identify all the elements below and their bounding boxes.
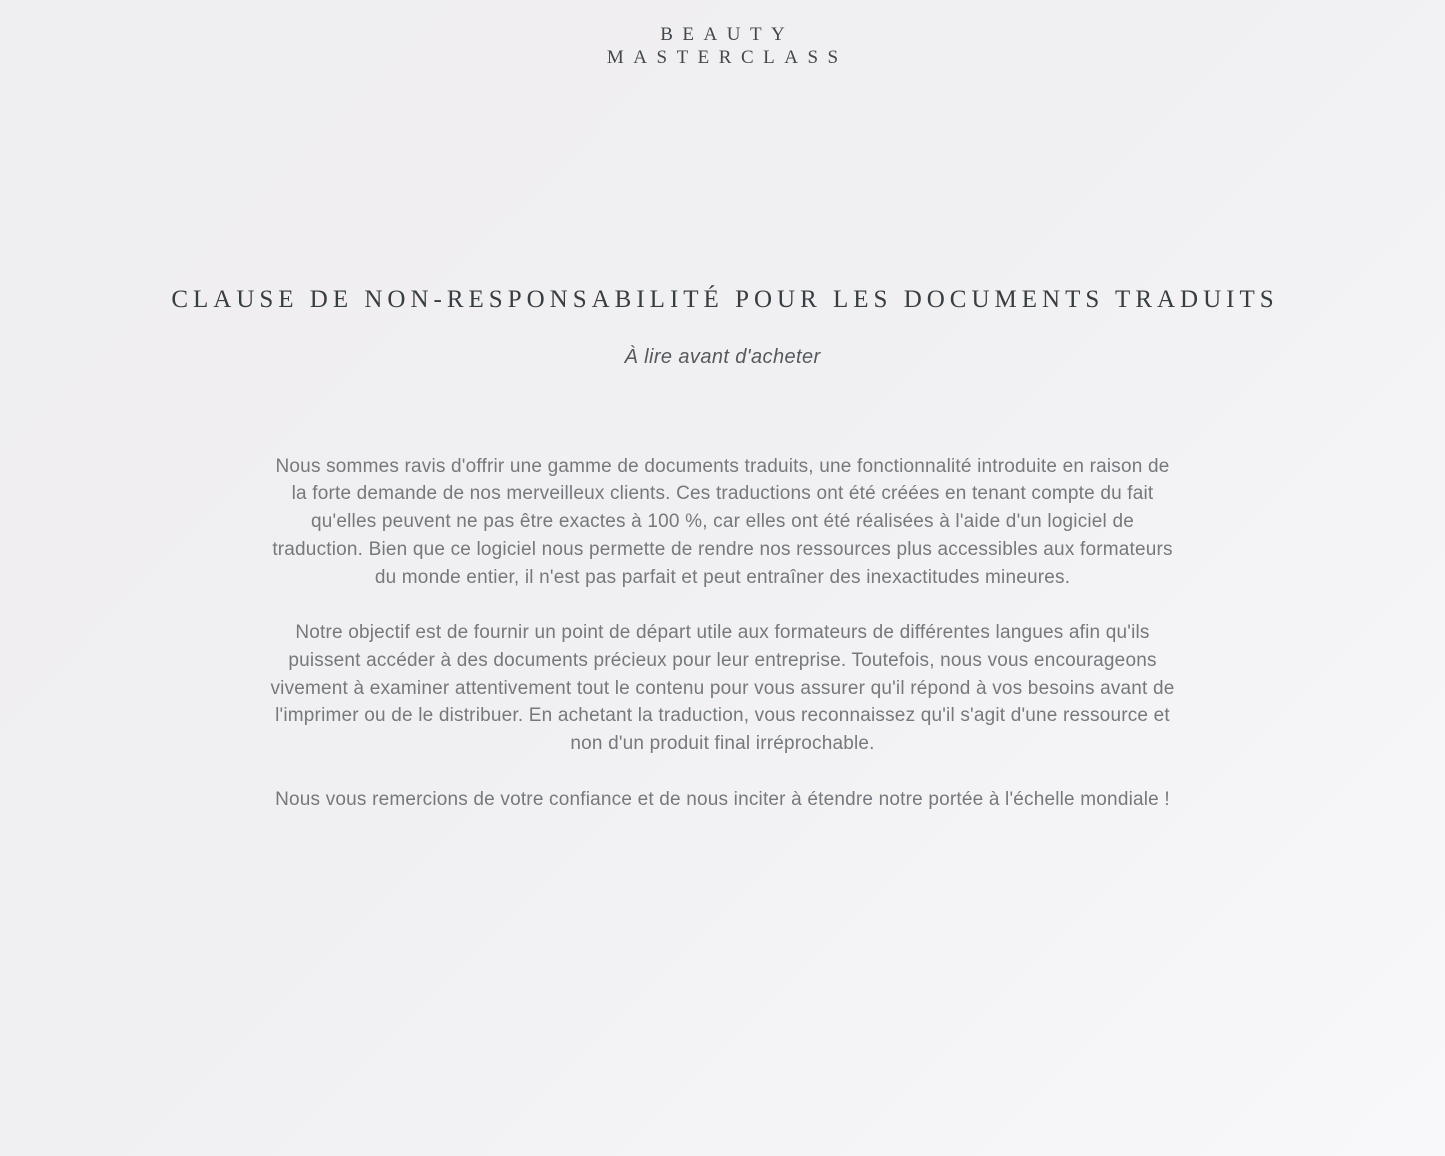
document-title: CLAUSE DE NON-RESPONSABILITÉ POUR LES DOCUMENTS TRADUITS bbox=[171, 285, 1279, 313]
paragraph-3: Nous vous remercions de votre confiance et de nous inciter à étendre notre portée à l'échelle mondiale ! bbox=[275, 788, 1170, 810]
document-content bbox=[0, 286, 1445, 814]
document-subtitle: À lire avant d'acheter bbox=[624, 345, 821, 368]
brand-line-2: MASTERCLASS bbox=[606, 46, 848, 68]
brand-line-1: BEAUTY bbox=[660, 24, 795, 45]
brand-logo bbox=[0, 0, 1445, 70]
document-body bbox=[270, 453, 1175, 814]
paragraph-2: Notre objectif est de fournir un point de départ utile aux formateurs de différentes langues afin qu'ils puissent accéder à des documents précieux pour leur entreprise. Toutefois, nous vous encourageons vivement à examiner attentivement tout le contenu pour vous assurer qu'il répond à vos besoins avant de l'imprimer ou de le distribuer. En achetant la traduction, vous reconnaissez qu'il s'agit d'une ressource et non d'un produit final irréprochable. bbox=[270, 622, 1175, 755]
paragraph-1: Nous sommes ravis d'offrir une gamme de documents traduits, une fonctionnalité introduite en raison de la forte demande de nos merveilleux clients. Ces traductions ont été créées en tenant compte du fait qu'elles peuvent ne pas être exactes à 100 %, car elles ont été réalisées à l'aide d'un logiciel de traduction. Bien que ce logiciel nous permette de rendre nos ressources plus accessibles aux formateurs du monde entier, il n'est pas parfait et peut entraîner des inexactitudes mineures. bbox=[272, 455, 1173, 588]
